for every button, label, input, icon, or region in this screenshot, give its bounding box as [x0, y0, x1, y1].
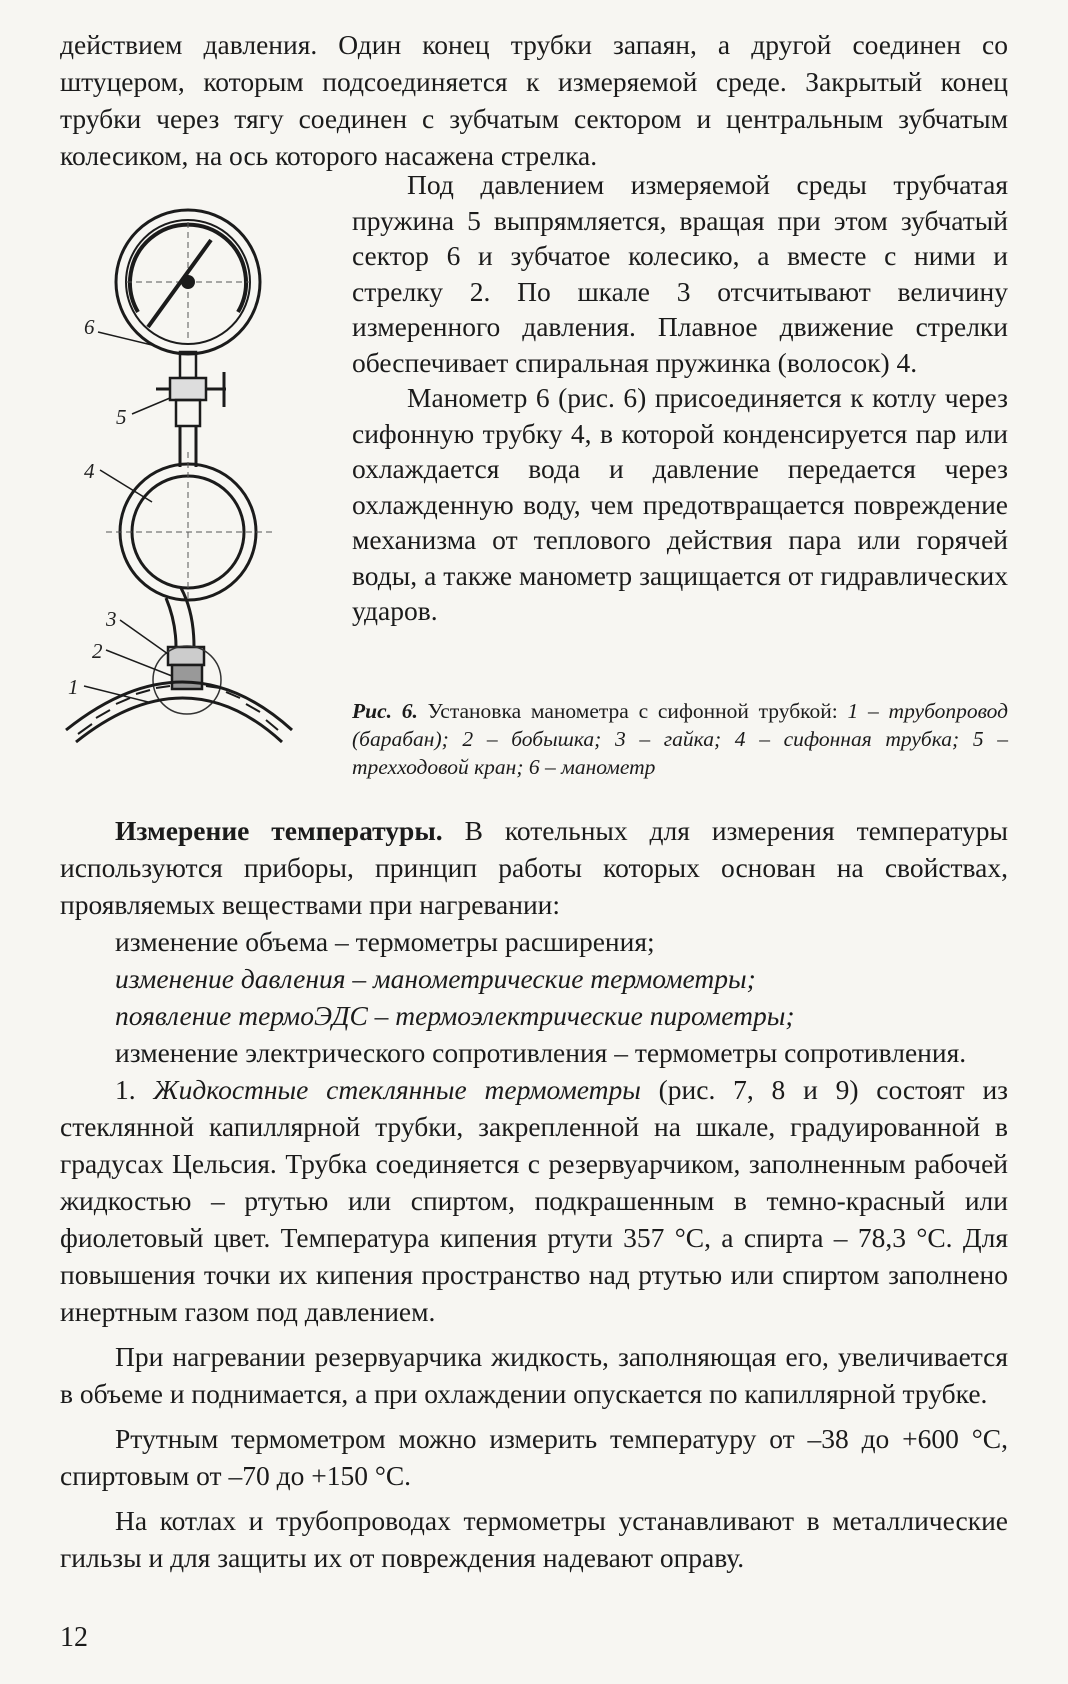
callout-2: 2	[92, 639, 103, 663]
liquid-thermometer-paragraph: 1. Жидкостные стеклянные термометры (рис. 7, 8 и 9) состоят из стеклянной капиллярной трубки, закрепленной на шкале, градуированной в градусах Цельсия. Трубка соединяется с резервуарчиком, заполненным рабочей жидкостью – ртутью или спиртом, подкрашенным в темно-красный или фиолетовый цвет. Температура кипения ртути 357 °С, а спирта – 78,3 °С. Для повышения точки их кипения пространство над ртутью или спиртом заполнено инертным газом под давлением.	[60, 1074, 1009, 1327]
temperature-section	[60, 812, 1008, 1576]
range-paragraph: Ртутным термометром можно измерить температуру от –38 до +600 °С, спиртовым от –70 до +150 °С.	[60, 1423, 1008, 1491]
section-intro: Измерение температуры. В котельных для измерения температуры используются приборы, принцип работы которых основан на свойствах, проявляемых веществами при нагревании:	[60, 815, 1009, 920]
page-number: 12	[60, 1622, 88, 1653]
figure-caption	[352, 697, 1008, 781]
callout-3: 3	[106, 607, 117, 631]
figure-caption-title: Установка манометра с сифонной трубкой:	[427, 699, 838, 723]
gauge-operation-paragraph: Под давлением измеряемой среды трубчатая пружина 5 выпрямляется, вращая при этом зубчатый сектор 6 и зубчатое колесико, а вместе с ними и стрелку 2. По шкале 3 отсчитывают величину измеренного давления. Плавное движение стрелки обеспечивает спиральная пружинка (волосок) 4.	[352, 169, 1008, 378]
section-heading: Измерение температуры.	[115, 815, 443, 846]
list-item: изменение объема – термометры расширения;	[115, 926, 655, 957]
callout-5: 5	[116, 405, 127, 429]
siphon-paragraph: Манометр 6 (рис. 6) присоединяется к котлу через сифонную трубку 4, в которой конденсируется пар или охлаждается вода и давление передается через охлажденную воду, чем предотвращается повреждение механизма от теплового действия пара или горячей воды, а также манометр защищается от гидравлических ударов.	[352, 382, 1008, 626]
figure-caption-label: Рис. 6.	[352, 699, 418, 723]
intro-paragraph: действием давления. Один конец трубки запаян, а другой соединен со штуцером, которым подсоединяется к измеряемой среде. Закрытый конец трубки через тягу соединен с зубчатым сектором и центральным зубчатым колесиком, на ось которого насажена стрелка.	[60, 29, 1008, 171]
callout-1: 1	[68, 675, 79, 699]
callout-4: 4	[84, 459, 95, 483]
manometer-siphon-figure	[56, 202, 346, 802]
heating-paragraph: При нагревании резервуарчика жидкость, заполняющая его, увеличивается в объеме и поднимается, а при охлаждении опускается по капиллярной трубке.	[60, 1341, 1008, 1409]
list-item: изменение давления – манометрические термометры;	[115, 963, 756, 994]
list-item: появление термоЭДС – термоэлектрические пирометры;	[115, 1000, 795, 1031]
right-column-text	[352, 167, 1008, 629]
installation-paragraph: На котлах и трубопроводах термометры устанавливают в металлические гильзы и для защиты их от повреждения надевают оправу.	[60, 1505, 1008, 1573]
figure-caption-items: 1 – трубопровод (барабан); 2 – бобышка; 3 – гайка; 4 – сифонная трубка; 5 – трехходовой кран; 6 – манометр	[352, 699, 1009, 779]
list-item: изменение электрического сопротивления – термометры сопротивления.	[115, 1037, 967, 1068]
callout-6: 6	[84, 315, 95, 339]
